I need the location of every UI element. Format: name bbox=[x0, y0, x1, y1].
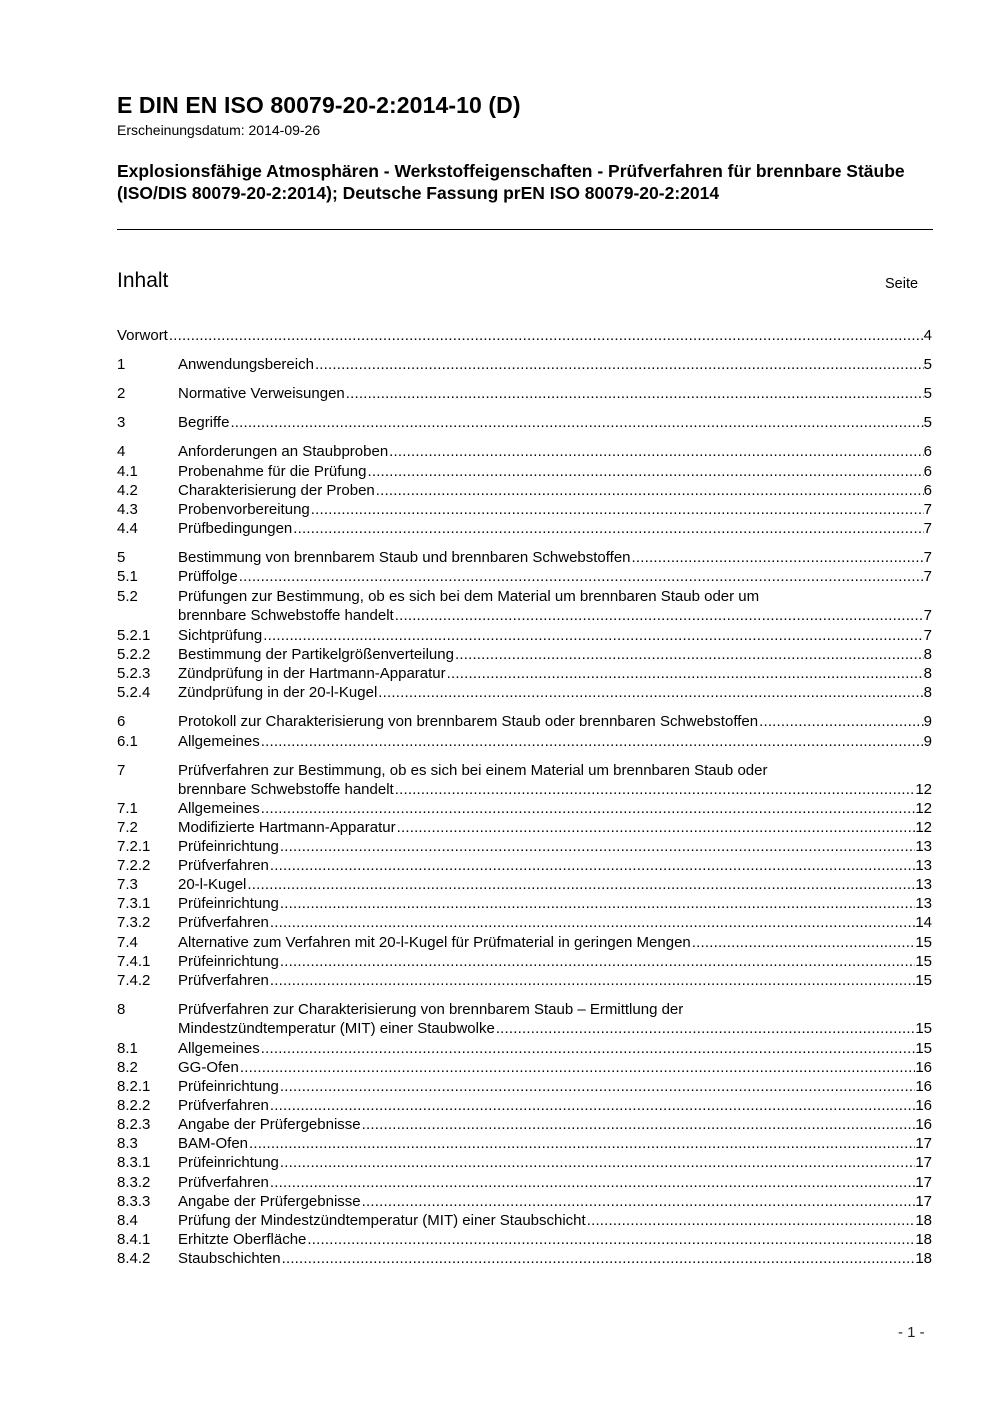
toc-entry-page: 13 bbox=[915, 838, 932, 855]
toc-entry-title: Prüfverfahren zur Charakterisierung von brennbarem Staub – Ermittlung der bbox=[178, 1001, 684, 1018]
toc-entry[interactable] bbox=[117, 837, 932, 856]
toc-entry-number: 4.3 bbox=[117, 501, 138, 518]
toc-entry-number: 7.4.2 bbox=[117, 972, 151, 989]
toc-dot-leader bbox=[361, 1115, 916, 1134]
toc-entry-title: 20-l-Kugel bbox=[178, 876, 247, 893]
toc-entry[interactable] bbox=[117, 799, 932, 818]
toc-entry-page: 12 bbox=[915, 800, 932, 817]
toc-entry[interactable] bbox=[117, 355, 932, 374]
toc-dot-leader bbox=[262, 626, 923, 645]
toc-entry-page: 7 bbox=[923, 607, 932, 625]
toc-entry[interactable] bbox=[117, 413, 932, 432]
toc-dot-leader bbox=[279, 1153, 915, 1172]
toc-entry-page: 17 bbox=[915, 1174, 932, 1191]
toc-entry-title: Normative Verweisungen bbox=[178, 385, 345, 402]
toc-entry[interactable] bbox=[117, 683, 932, 702]
toc-entry-number: 7.3 bbox=[117, 876, 138, 893]
toc-entry-page: 5 bbox=[923, 356, 932, 373]
toc-dot-leader bbox=[279, 1077, 915, 1096]
toc-page-label: Seite bbox=[885, 276, 919, 292]
toc-entry-number: 5.2 bbox=[117, 588, 138, 605]
toc-dot-leader bbox=[238, 567, 924, 586]
toc-entry[interactable] bbox=[117, 1192, 932, 1211]
toc-entry-page: 8 bbox=[923, 665, 932, 682]
toc-entry-number: 8.3.2 bbox=[117, 1174, 151, 1191]
toc-dot-leader bbox=[314, 355, 924, 374]
toc-entry-page: 5 bbox=[923, 385, 932, 402]
toc-dot-leader bbox=[366, 462, 923, 481]
toc-entry[interactable] bbox=[117, 933, 932, 952]
toc-entry-page: 18 bbox=[915, 1231, 932, 1248]
toc-dot-leader bbox=[377, 683, 923, 702]
toc-dot-leader bbox=[310, 500, 924, 519]
toc-dot-leader bbox=[292, 519, 923, 538]
toc-entry-number: 7.1 bbox=[117, 800, 138, 817]
toc-entry-title: Mindestzündtemperatur (MIT) einer Staubwolke bbox=[178, 1020, 495, 1038]
toc-entry-number: 8.1 bbox=[117, 1040, 138, 1057]
toc-dot-leader bbox=[394, 780, 916, 799]
toc-entry[interactable] bbox=[117, 818, 932, 837]
toc-entry-title: brennbare Schwebstoffe handelt bbox=[178, 607, 394, 625]
toc-entry-number: 7.4.1 bbox=[117, 953, 151, 970]
toc-entry-page: 5 bbox=[923, 414, 932, 431]
toc-entry-title: Probenahme für die Prüfung bbox=[178, 463, 367, 480]
toc-entry-title: Prüfverfahren bbox=[178, 914, 269, 931]
toc-entry-page: 6 bbox=[923, 463, 932, 480]
toc-entry-title: Alternative zum Verfahren mit 20-l-Kugel für Prüfmaterial in geringen Mengen bbox=[178, 934, 691, 951]
toc-entry-number: 7.3.2 bbox=[117, 914, 151, 931]
toc-entry-title: Zündprüfung in der Hartmann-Apparatur bbox=[178, 665, 446, 682]
toc-entry[interactable] bbox=[117, 1249, 932, 1268]
toc-dot-leader bbox=[586, 1211, 916, 1230]
toc-entry-page: 14 bbox=[915, 914, 932, 931]
toc-entry[interactable] bbox=[117, 1134, 932, 1153]
toc-entry-title: Bestimmung von brennbarem Staub und brennbaren Schwebstoffen bbox=[178, 549, 631, 566]
toc-entry-number: 7.2 bbox=[117, 819, 138, 836]
toc-entry-page: 6 bbox=[923, 443, 932, 460]
toc-entry-number: 8.3.1 bbox=[117, 1154, 151, 1171]
toc-entry-title: Modifizierte Hartmann-Apparatur bbox=[178, 819, 396, 836]
toc-entry-title: Prüfverfahren bbox=[178, 1097, 269, 1114]
toc-entry-title: Angabe der Prüfergebnisse bbox=[178, 1193, 361, 1210]
toc-entry-page: 13 bbox=[915, 876, 932, 893]
toc-dot-leader bbox=[361, 1192, 916, 1211]
toc-entry-number: 8.2.2 bbox=[117, 1097, 151, 1114]
toc-entry-title: BAM-Ofen bbox=[178, 1135, 249, 1152]
toc-entry-page: 18 bbox=[915, 1250, 932, 1267]
toc-dot-leader bbox=[281, 1249, 916, 1268]
toc-dot-leader bbox=[279, 952, 915, 971]
toc-entry-title: Prüfeinrichtung bbox=[178, 895, 279, 912]
toc-entry-page: 15 bbox=[915, 1040, 932, 1057]
toc-dot-leader bbox=[631, 548, 924, 567]
toc-entry-title: Begriffe bbox=[178, 414, 230, 431]
toc-dot-leader bbox=[269, 913, 915, 932]
toc-entry-number: 4.1 bbox=[117, 463, 138, 480]
toc-entry-page: 16 bbox=[915, 1116, 932, 1133]
toc-entry[interactable] bbox=[117, 952, 932, 971]
toc-dot-leader bbox=[279, 894, 915, 913]
toc-entry-title: Prüffolge bbox=[178, 568, 238, 585]
toc-entry-number: 4.2 bbox=[117, 482, 138, 499]
toc-entry-page: 18 bbox=[915, 1212, 932, 1229]
toc-entry-title: Sichtprüfung bbox=[178, 627, 263, 644]
toc-entry[interactable] bbox=[117, 856, 932, 875]
toc-entry-number: 8.2.1 bbox=[117, 1078, 151, 1095]
toc-entry-title: GG-Ofen bbox=[178, 1059, 239, 1076]
toc-entry-title: Zündprüfung in der 20-l-Kugel bbox=[178, 684, 378, 701]
toc-entry-page: 12 bbox=[915, 781, 932, 799]
toc-entry-title: Prüfeinrichtung bbox=[178, 953, 279, 970]
toc-entry-page: 15 bbox=[915, 953, 932, 970]
toc-entry-title: Allgemeines bbox=[178, 733, 260, 750]
toc-dot-leader bbox=[248, 1134, 915, 1153]
toc-entry-number: 7.2.1 bbox=[117, 838, 151, 855]
toc-entry-title: Allgemeines bbox=[178, 800, 260, 817]
toc-entry-page: 7 bbox=[923, 501, 932, 518]
toc-entry[interactable] bbox=[117, 761, 932, 800]
toc-entry-number: 5 bbox=[117, 549, 126, 566]
toc-entry[interactable] bbox=[117, 875, 932, 894]
toc-heading: Inhalt bbox=[117, 269, 169, 292]
toc-entry-number: 8.4 bbox=[117, 1212, 138, 1229]
toc-entry-title: Prüfverfahren bbox=[178, 972, 269, 989]
toc-entry-number: 5.2.3 bbox=[117, 665, 151, 682]
toc-entry-number: 8.2 bbox=[117, 1059, 138, 1076]
toc-entry-title: Prüfverfahren bbox=[178, 1174, 269, 1191]
document-title: Explosionsfähige Atmosphären - Werkstoffeigenschaften - Prüfverfahren für brennbare Stäube (ISO/DIS 80079-20-2:2014); Deutsche Fassung prEN ISO 80079-20-2:2014 bbox=[117, 161, 905, 203]
toc-entry[interactable] bbox=[117, 519, 932, 538]
toc-entry-title: Anwendungsbereich bbox=[178, 356, 314, 373]
toc-entry[interactable] bbox=[117, 664, 932, 683]
toc-entry-title: Anforderungen an Staubproben bbox=[178, 443, 389, 460]
toc-entry-page: 6 bbox=[923, 482, 932, 499]
toc-entry[interactable] bbox=[117, 442, 932, 461]
toc-entry-number: 2 bbox=[117, 385, 126, 402]
toc-dot-leader bbox=[168, 326, 924, 345]
toc-entry[interactable] bbox=[117, 548, 932, 567]
toc-entry-title: Bestimmung der Partikelgrößenverteilung bbox=[178, 646, 454, 663]
toc-entry-title: Prüfeinrichtung bbox=[178, 1154, 279, 1171]
toc-entry-title: Prüfeinrichtung bbox=[178, 838, 279, 855]
toc-dot-leader bbox=[246, 875, 915, 894]
toc-entry-page: 8 bbox=[923, 646, 932, 663]
toc-dot-leader bbox=[394, 606, 924, 625]
toc-entry-number: 7.2.2 bbox=[117, 857, 151, 874]
toc-entry[interactable] bbox=[117, 462, 932, 481]
toc-entry-page: 15 bbox=[915, 934, 932, 951]
toc-entry-title: Charakterisierung der Proben bbox=[178, 482, 375, 499]
toc-entry-number: 7.4 bbox=[117, 934, 138, 951]
toc-entry-title: Protokoll zur Charakterisierung von brennbarem Staub oder brennbaren Schwebstoffen bbox=[178, 713, 759, 730]
toc-entry[interactable] bbox=[117, 645, 932, 664]
toc-entry[interactable] bbox=[117, 1096, 932, 1115]
toc-entry-page: 17 bbox=[915, 1193, 932, 1210]
toc-entry-page: 17 bbox=[915, 1154, 932, 1171]
toc-dot-leader bbox=[495, 1019, 916, 1038]
toc-dot-leader bbox=[446, 664, 924, 683]
toc-dot-leader bbox=[260, 1039, 916, 1058]
toc-entry-title: Prüfung der Mindestzündtemperatur (MIT) einer Staubschicht bbox=[178, 1212, 586, 1229]
toc-entry-title: Vorwort bbox=[117, 327, 168, 344]
toc-entry-page: 17 bbox=[915, 1135, 932, 1152]
toc-dot-leader bbox=[239, 1058, 915, 1077]
toc-dot-leader bbox=[279, 837, 915, 856]
publication-date: Erscheinungsdatum: 2014-09-26 bbox=[117, 122, 321, 138]
toc-entry-title: Probenvorbereitung bbox=[178, 501, 310, 518]
toc-entry[interactable] bbox=[117, 1058, 932, 1077]
toc-dot-leader bbox=[388, 442, 923, 461]
toc-dot-leader bbox=[345, 384, 924, 403]
toc-entry-number: 5.2.2 bbox=[117, 646, 151, 663]
toc-entry-number: 7.3.1 bbox=[117, 895, 151, 912]
toc-entry[interactable] bbox=[117, 1211, 932, 1230]
toc-entry[interactable] bbox=[117, 1230, 932, 1249]
toc-entry[interactable] bbox=[117, 1000, 932, 1039]
toc-dot-leader bbox=[260, 799, 916, 818]
toc-entry-page: 16 bbox=[915, 1097, 932, 1114]
toc-entry[interactable] bbox=[117, 712, 932, 731]
toc-entry[interactable] bbox=[117, 971, 932, 990]
toc-entry-number: 8.3.3 bbox=[117, 1193, 151, 1210]
toc-entry-page: 16 bbox=[915, 1059, 932, 1076]
toc-entry-number: 5.2.1 bbox=[117, 627, 151, 644]
toc-dot-leader bbox=[229, 413, 923, 432]
toc-dot-leader bbox=[269, 1096, 915, 1115]
toc-entry[interactable] bbox=[117, 1077, 932, 1096]
toc-entry[interactable] bbox=[117, 481, 932, 500]
toc-entry-number: 4.4 bbox=[117, 520, 138, 537]
toc-entry-page: 7 bbox=[923, 627, 932, 644]
toc-entry[interactable] bbox=[117, 732, 932, 751]
toc-entry-title: Staubschichten bbox=[178, 1250, 281, 1267]
toc-entry[interactable] bbox=[117, 1115, 932, 1134]
toc-entry[interactable] bbox=[117, 1153, 932, 1172]
toc-entry-page: 9 bbox=[923, 733, 932, 750]
page-number: - 1 - bbox=[898, 1324, 925, 1341]
toc-entry-page: 7 bbox=[923, 568, 932, 585]
toc-dot-leader bbox=[454, 645, 924, 664]
toc-entry-number: 4 bbox=[117, 443, 126, 460]
toc-entry-number: 8.3 bbox=[117, 1135, 138, 1152]
toc-entry-title: Allgemeines bbox=[178, 1040, 260, 1057]
toc-entry-page: 4 bbox=[923, 327, 932, 344]
toc-entry-number: 6.1 bbox=[117, 733, 138, 750]
toc-entry-page: 9 bbox=[923, 713, 932, 730]
toc-dot-leader bbox=[269, 856, 915, 875]
toc-entry[interactable] bbox=[117, 1039, 932, 1058]
toc-entry-page: 7 bbox=[923, 520, 932, 537]
toc-entry-number: 8.4.2 bbox=[117, 1250, 151, 1267]
toc-entry-title: Erhitzte Oberfläche bbox=[178, 1231, 307, 1248]
toc-entry[interactable] bbox=[117, 587, 932, 626]
toc-entry-title: Prüfeinrichtung bbox=[178, 1078, 279, 1095]
toc-entry-page: 7 bbox=[923, 549, 932, 566]
toc-entry-number: 8 bbox=[117, 1001, 126, 1018]
toc-dot-leader bbox=[306, 1230, 915, 1249]
toc-dot-leader bbox=[269, 1173, 915, 1192]
toc-entry[interactable] bbox=[117, 567, 932, 586]
toc-entry-number: 5.2.4 bbox=[117, 684, 151, 701]
toc-entry-number: 3 bbox=[117, 414, 126, 431]
toc-dot-leader bbox=[269, 971, 915, 990]
toc-dot-leader bbox=[375, 481, 924, 500]
toc-entry-page: 8 bbox=[923, 684, 932, 701]
toc-entry-number: 6 bbox=[117, 713, 126, 730]
toc-entry[interactable] bbox=[117, 894, 932, 913]
toc-entry-title: Prüfungen zur Bestimmung, ob es sich bei dem Material um brennbaren Staub oder um bbox=[178, 588, 760, 605]
document-id: E DIN EN ISO 80079-20-2:2014-10 (D) bbox=[117, 92, 521, 118]
toc-entry[interactable] bbox=[117, 384, 932, 403]
toc-entry-title: Angabe der Prüfergebnisse bbox=[178, 1116, 361, 1133]
toc-entry-page: 15 bbox=[915, 1020, 932, 1038]
toc-dot-leader bbox=[260, 732, 924, 751]
toc-entry-number: 8.4.1 bbox=[117, 1231, 151, 1248]
toc-entry-number: 7 bbox=[117, 762, 126, 779]
toc-entry[interactable] bbox=[117, 1173, 932, 1192]
toc-entry[interactable] bbox=[117, 913, 932, 932]
toc-entry-title: brennbare Schwebstoffe handelt bbox=[178, 781, 394, 799]
toc-entry-page: 13 bbox=[915, 895, 932, 912]
toc-entry-number: 5.1 bbox=[117, 568, 138, 585]
toc-entry-title: Prüfbedingungen bbox=[178, 520, 293, 537]
toc-entry[interactable] bbox=[117, 326, 932, 345]
toc-dot-leader bbox=[691, 933, 916, 952]
toc-entry-page: 15 bbox=[915, 972, 932, 989]
toc-dot-leader bbox=[758, 712, 924, 731]
toc-entry-title: Prüfverfahren bbox=[178, 857, 269, 874]
toc-entry-page: 16 bbox=[915, 1078, 932, 1095]
toc-entry[interactable] bbox=[117, 626, 932, 645]
toc-entry-title: Prüfverfahren zur Bestimmung, ob es sich bei einem Material um brennbaren Staub oder bbox=[178, 762, 768, 779]
toc-entry-page: 13 bbox=[915, 857, 932, 874]
toc-entry-page: 12 bbox=[915, 819, 932, 836]
toc-entry-number: 8.2.3 bbox=[117, 1116, 151, 1133]
toc-dot-leader bbox=[396, 818, 916, 837]
toc-entry[interactable] bbox=[117, 500, 932, 519]
toc-entry-number: 1 bbox=[117, 356, 126, 373]
